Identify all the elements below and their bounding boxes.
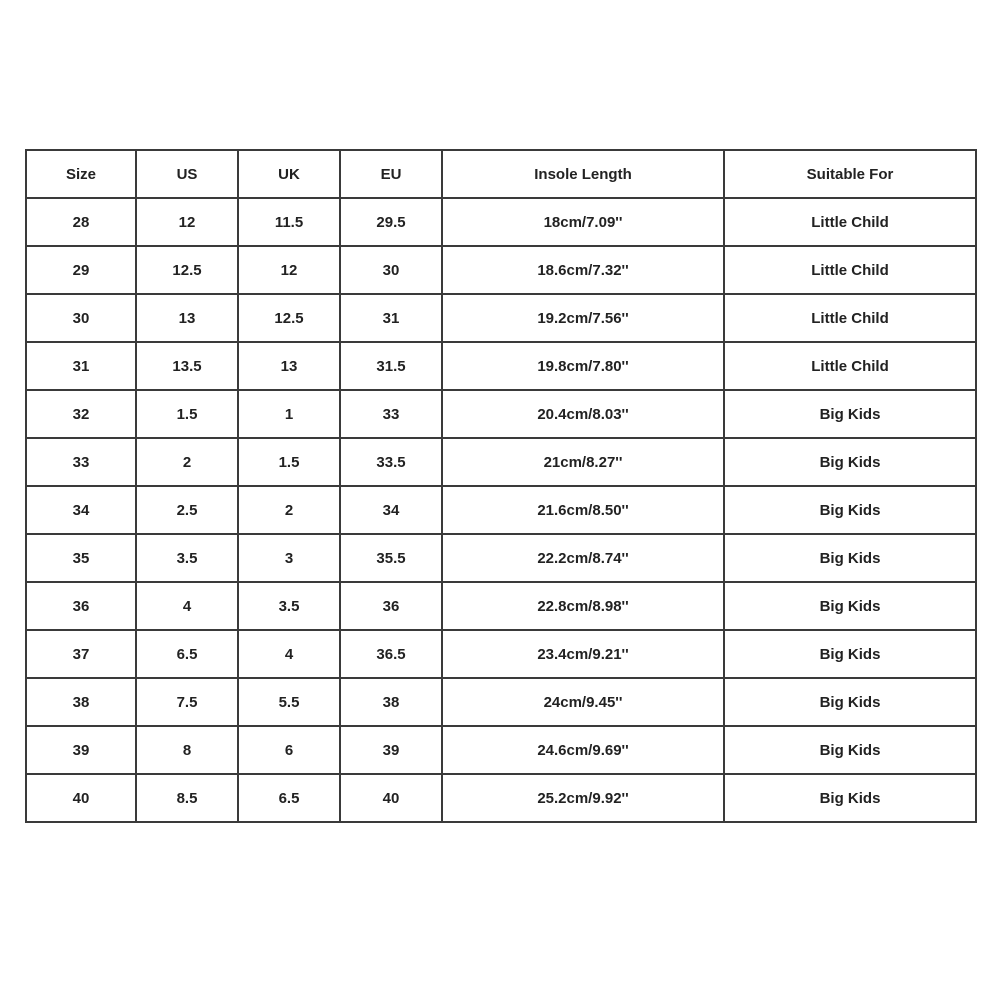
- cell-eu: 34: [340, 486, 442, 534]
- cell-insole-length: 18.6cm/7.32'': [442, 246, 724, 294]
- table-row: [26, 486, 976, 534]
- cell-us: 8.5: [136, 774, 238, 822]
- cell-uk: 3: [238, 534, 340, 582]
- table-header-row: [26, 150, 976, 198]
- cell-uk: 2: [238, 486, 340, 534]
- cell-suitable-for: Big Kids: [724, 774, 976, 822]
- cell-size: 40: [26, 774, 136, 822]
- table-row: [26, 678, 976, 726]
- cell-suitable-for: Big Kids: [724, 390, 976, 438]
- cell-suitable-for: Big Kids: [724, 438, 976, 486]
- cell-insole-length: 24.6cm/9.69'': [442, 726, 724, 774]
- cell-us: 2: [136, 438, 238, 486]
- table-body: [26, 198, 976, 822]
- cell-insole-length: 22.8cm/8.98'': [442, 582, 724, 630]
- cell-eu: 39: [340, 726, 442, 774]
- cell-insole-length: 19.2cm/7.56'': [442, 294, 724, 342]
- cell-size: 37: [26, 630, 136, 678]
- table-row: [26, 246, 976, 294]
- cell-uk: 1: [238, 390, 340, 438]
- cell-suitable-for: Little Child: [724, 342, 976, 390]
- table-row: [26, 438, 976, 486]
- cell-suitable-for: Big Kids: [724, 582, 976, 630]
- table-row: [26, 534, 976, 582]
- cell-us: 6.5: [136, 630, 238, 678]
- cell-uk: 13: [238, 342, 340, 390]
- table-row: [26, 726, 976, 774]
- header-insole-length: Insole Length: [442, 150, 724, 198]
- cell-eu: 31.5: [340, 342, 442, 390]
- cell-uk: 4: [238, 630, 340, 678]
- cell-suitable-for: Little Child: [724, 198, 976, 246]
- cell-suitable-for: Big Kids: [724, 726, 976, 774]
- cell-uk: 12: [238, 246, 340, 294]
- cell-size: 38: [26, 678, 136, 726]
- cell-eu: 31: [340, 294, 442, 342]
- cell-eu: 40: [340, 774, 442, 822]
- cell-size: 29: [26, 246, 136, 294]
- cell-insole-length: 20.4cm/8.03'': [442, 390, 724, 438]
- cell-size: 33: [26, 438, 136, 486]
- table-row: [26, 294, 976, 342]
- cell-us: 3.5: [136, 534, 238, 582]
- cell-insole-length: 25.2cm/9.92'': [442, 774, 724, 822]
- cell-us: 1.5: [136, 390, 238, 438]
- table-row: [26, 198, 976, 246]
- cell-insole-length: 19.8cm/7.80'': [442, 342, 724, 390]
- cell-uk: 3.5: [238, 582, 340, 630]
- cell-us: 2.5: [136, 486, 238, 534]
- cell-us: 12.5: [136, 246, 238, 294]
- cell-eu: 36: [340, 582, 442, 630]
- cell-uk: 6.5: [238, 774, 340, 822]
- cell-eu: 35.5: [340, 534, 442, 582]
- cell-size: 28: [26, 198, 136, 246]
- cell-eu: 36.5: [340, 630, 442, 678]
- header-uk: UK: [238, 150, 340, 198]
- cell-insole-length: 22.2cm/8.74'': [442, 534, 724, 582]
- cell-size: 30: [26, 294, 136, 342]
- table-row: [26, 582, 976, 630]
- cell-eu: 33.5: [340, 438, 442, 486]
- cell-us: 13.5: [136, 342, 238, 390]
- cell-size: 32: [26, 390, 136, 438]
- cell-eu: 33: [340, 390, 442, 438]
- table-row: [26, 774, 976, 822]
- table-row: [26, 390, 976, 438]
- cell-size: 36: [26, 582, 136, 630]
- cell-insole-length: 21.6cm/8.50'': [442, 486, 724, 534]
- cell-eu: 38: [340, 678, 442, 726]
- cell-size: 39: [26, 726, 136, 774]
- cell-uk: 6: [238, 726, 340, 774]
- header-size: Size: [26, 150, 136, 198]
- cell-us: 4: [136, 582, 238, 630]
- header-eu: EU: [340, 150, 442, 198]
- table-row: [26, 630, 976, 678]
- cell-insole-length: 21cm/8.27'': [442, 438, 724, 486]
- header-us: US: [136, 150, 238, 198]
- cell-suitable-for: Big Kids: [724, 534, 976, 582]
- size-chart-table: [25, 149, 977, 823]
- cell-uk: 1.5: [238, 438, 340, 486]
- cell-suitable-for: Little Child: [724, 294, 976, 342]
- cell-us: 8: [136, 726, 238, 774]
- cell-eu: 29.5: [340, 198, 442, 246]
- cell-uk: 11.5: [238, 198, 340, 246]
- cell-suitable-for: Little Child: [724, 246, 976, 294]
- cell-suitable-for: Big Kids: [724, 630, 976, 678]
- cell-us: 7.5: [136, 678, 238, 726]
- cell-size: 31: [26, 342, 136, 390]
- cell-size: 35: [26, 534, 136, 582]
- cell-uk: 5.5: [238, 678, 340, 726]
- cell-insole-length: 18cm/7.09'': [442, 198, 724, 246]
- cell-eu: 30: [340, 246, 442, 294]
- table-row: [26, 342, 976, 390]
- cell-insole-length: 23.4cm/9.21'': [442, 630, 724, 678]
- header-suitable-for: Suitable For: [724, 150, 976, 198]
- cell-us: 13: [136, 294, 238, 342]
- cell-uk: 12.5: [238, 294, 340, 342]
- cell-us: 12: [136, 198, 238, 246]
- cell-size: 34: [26, 486, 136, 534]
- cell-insole-length: 24cm/9.45'': [442, 678, 724, 726]
- cell-suitable-for: Big Kids: [724, 486, 976, 534]
- cell-suitable-for: Big Kids: [724, 678, 976, 726]
